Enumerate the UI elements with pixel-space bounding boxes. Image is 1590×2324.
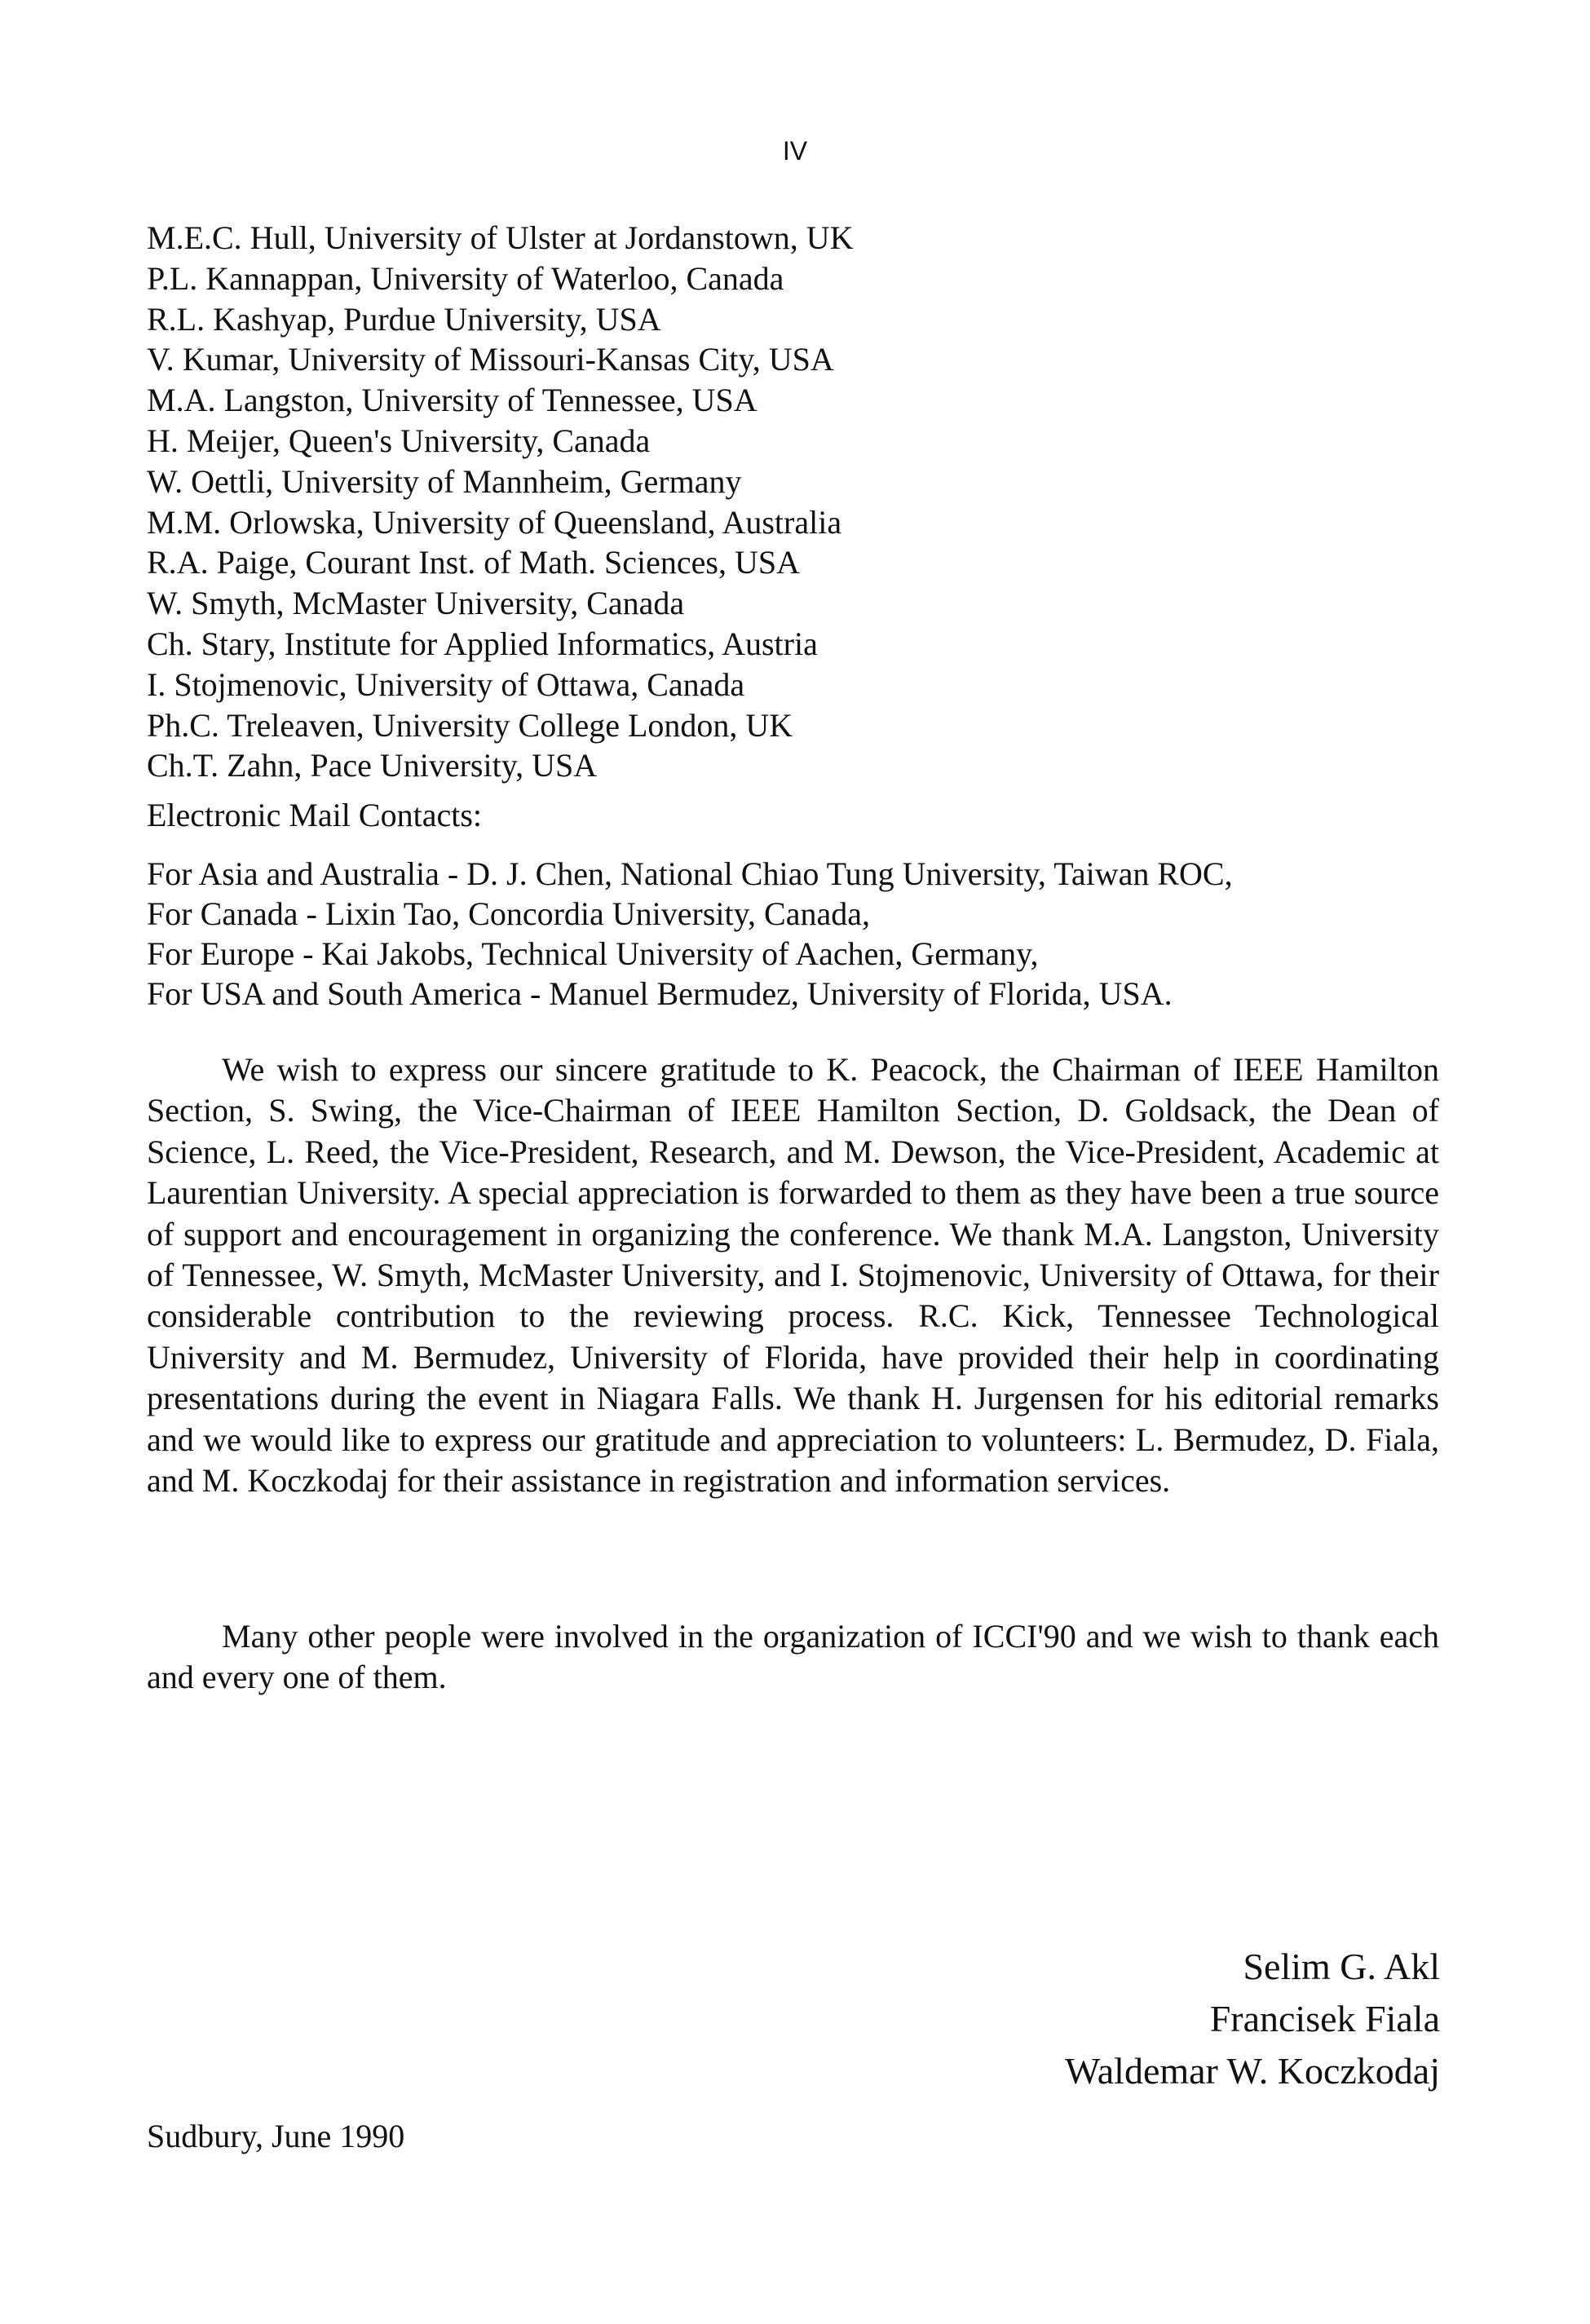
place-date: Sudbury, June 1990 (147, 2118, 405, 2154)
committee-list (147, 218, 1451, 786)
email-contact: For Canada - Lixin Tao, Concordia University, Canada, (147, 895, 870, 932)
email-contact: For Europe - Kai Jakobs, Technical University of Aachen, Germany, (147, 935, 1039, 972)
page-number: IV (782, 136, 808, 166)
committee-member: Ph.C. Treleaven, University College London, UK (147, 706, 793, 744)
committee-member: Ch. Stary, Institute for Applied Informatics, Austria (147, 625, 818, 662)
committee-member: W. Smyth, McMaster University, Canada (147, 585, 685, 622)
committee-member: I. Stojmenovic, University of Ottawa, Canada (147, 665, 745, 703)
signatory-name: Francisek Fiala (1209, 1998, 1440, 2039)
committee-member: W. Oettli, University of Mannheim, Germany (147, 462, 742, 500)
committee-member: M.M. Orlowska, University of Queensland, Australia (147, 503, 842, 541)
email-contacts-list (147, 854, 1451, 1014)
committee-member: M.A. Langston, University of Tennessee, USA (147, 382, 757, 419)
email-contact: For USA and South America - Manuel Bermudez, University of Florida, USA. (147, 975, 1173, 1012)
committee-member: P.L. Kannappan, University of Waterloo, Canada (147, 259, 784, 297)
signatory-name: Selim G. Akl (1243, 1946, 1440, 1987)
committee-member: H. Meijer, Queen's University, Canada (147, 422, 651, 459)
committee-member: R.A. Paige, Courant Inst. of Math. Sciences, USA (147, 544, 801, 581)
committee-member: Ch.T. Zahn, Pace University, USA (147, 747, 598, 784)
email-contacts-heading: Electronic Mail Contacts: (147, 797, 482, 833)
email-contact: For Asia and Australia - D. J. Chen, National Chiao Tung University, Taiwan ROC, (147, 855, 1233, 892)
acknowledgement-paragraph: We wish to express our sincere gratitude to K. Peacock, the Chairman of IEEE Hamilton Section, S. Swing, the Vice-Chairman of IEEE Hamilton Section, D. Goldsack, the Dean of Science, L. Reed, the Vice-President, Research, and M. Dewson, the Vice-President, Academic at Laurentian University. A special appreciation is forwarded to them as they have been a true source of support and encouragement in organizing the conference. We thank M.A. Langston, University of Tennessee, W. Smyth, McMaster University, and I. Stojmenovic, University of Ottawa, for their considerable contribution to the reviewing process. R.C. Kick, Tennessee Technological University and M. Bermudez, University of Florida, have provided their help in coordinating presentations during the event in Niagara Falls. We thank H. Jurgensen for his editorial remarks and we would like to express our gratitude and appreciation to volunteers: L. Bermudez, D. Fiala, and M. Koczkodaj for their assistance in registration and information services. (147, 1051, 1439, 1500)
committee-member: V. Kumar, University of Missouri-Kansas City, USA (147, 341, 834, 378)
signatory-name: Waldemar W. Koczkodaj (1065, 2050, 1440, 2092)
committee-member: R.L. Kashyap, Purdue University, USA (147, 300, 661, 338)
closing-paragraph: Many other people were involved in the organization of ICCI'90 and we wish to thank each and every one of them. (147, 1618, 1439, 1696)
committee-member: M.E.C. Hull, University of Ulster at Jordanstown, UK (147, 219, 854, 256)
signature-block (1065, 1941, 1440, 2097)
